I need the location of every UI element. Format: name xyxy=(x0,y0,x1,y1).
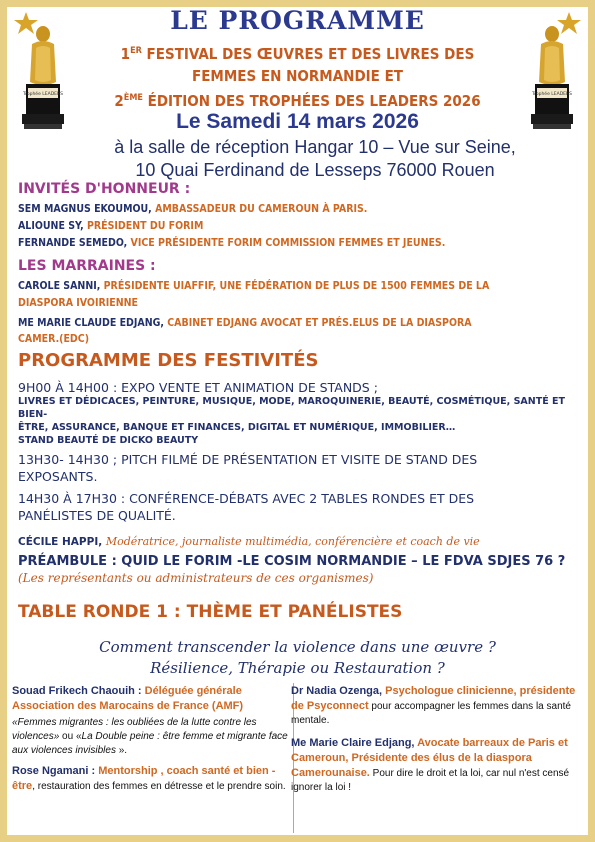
preamble: PRÉAMBULE : QUID LE FORIM -LE COSIM NORMANDIE – LE FDVA SDJES 76 ? (Les représentants ou administrateurs de ces organismes) xyxy=(18,554,566,585)
event-venue xyxy=(100,136,530,182)
program-item-2: 13H30- 14H30 ; PITCH FILMÉ DE PRÉSENTATION ET VISITE DE STAND DES EXPOSANTS. xyxy=(18,452,478,484)
panelist-column-right xyxy=(291,684,583,795)
festival-title-line2: FEMMES EN NORMANDIE ET xyxy=(191,67,404,85)
round-table-question: Comment transcender la violence dans une œuvre ? Résilience, Thérapie ou Restauration ? xyxy=(99,638,496,677)
panelist-souad-topics: «Femmes migrantes : les oubliées de la lutte contre les violences» ou «La Double peine : être femme et migrante face aux violences invisibles ». xyxy=(12,717,288,756)
trophy-right-caption: Trophée LEADERS xyxy=(532,92,572,97)
program-item-1: 9H00 À 14H00 : EXPO VENTE ET ANIMATION DE STANDS ; LIVRES ET DÉDICACES, PEINTURE, MUSIQUE, MODE, MAROQUINERIE, BEAUTÉ, COSMÉTIQUE, SANTÉ ET BIEN- ÊTRE, ASSURANCE, BANQUE ET FINANCES, DIGITAL ET NUMÉRIQUE, IMMOBILIER… STAND BEAUTÉ DE DICKO BEAUTY xyxy=(18,380,565,446)
festival-title-line3: ÉDITION DES TROPHÉES DES LEADERS 2026 xyxy=(142,92,481,110)
round-table-heading: TABLE RONDE 1 : THÈME ET PANÉLISTES xyxy=(18,602,403,622)
moderator: CÉCILE HAPPI, Modératrice, journaliste multimédia, conférencière et coach de vie xyxy=(18,535,480,548)
godmother-item-cont: DIASPORA IVOIRIENNE xyxy=(18,297,138,309)
edition-number-sup: ÈME xyxy=(123,93,143,103)
festival-title-line1: FESTIVAL DES ŒUVRES ET DES LIVRES DES xyxy=(141,45,475,63)
guests-heading: INVITÉS D'HONNEUR : xyxy=(18,181,191,197)
guest-item: FERNANDE SEMEDO, VICE PRÉSIDENTE FORIM COMMISSION FEMMES ET JEUNES. xyxy=(18,237,446,249)
festival-title xyxy=(80,40,515,112)
program-heading: PROGRAMME DES FESTIVITÉS xyxy=(18,350,319,371)
panelist-marie-claire: Me Marie Claire Edjang, Avocate barreaux de Paris et Cameroun, Présidente des élus de la diaspora Camerounaise. Pour dire le droit et la loi, car nul n'est censé ignorer la loi ! xyxy=(291,737,570,793)
godmothers-heading: LES MARRAINES : xyxy=(18,258,156,274)
panelist-souad: Souad Frikech Chaouih : Déléguée générale Association des Marocains de France (AMF) xyxy=(12,685,244,712)
venue-line1: à la salle de réception Hangar 10 – Vue sur Seine, xyxy=(114,137,516,157)
event-date: Le Samedi 14 mars 2026 xyxy=(176,110,419,133)
festival-number: 1 xyxy=(120,45,131,63)
panelist-nadia: Dr Nadia Ozenga, Psychologue clinicienne, présidente de Psyconnect pour accompagner les femmes dans la santé mentale. xyxy=(291,685,576,726)
godmother-item-cont: CAMER.(EDC) xyxy=(18,333,90,345)
venue-line2: 10 Quai Ferdinand de Lesseps 76000 Rouen xyxy=(135,160,495,180)
program-item-3: 14H30 À 17H30 : CONFÉRENCE-DÉBATS AVEC 2 TABLES RONDES ET DES PANÉLISTES DE QUALITÉ. xyxy=(18,491,475,523)
panelist-rose: Rose Ngamani : Mentorship , coach santé et bien - être, restauration des femmes en détresse et le prendre soin. xyxy=(12,765,286,792)
trophy-left-caption: Trophée LEADERS xyxy=(23,92,63,97)
festival-number-sup: ER xyxy=(130,46,142,56)
guest-item: SEM MAGNUS EKOUMOU, AMBASSADEUR DU CAMEROUN À PARIS. xyxy=(18,203,368,215)
godmother-item: CAROLE SANNI, PRÉSIDENTE UIAFFIF, UNE FÉDÉRATION DE PLUS DE 1500 FEMMES DE LA xyxy=(18,280,490,292)
page-title: LE PROGRAMME xyxy=(170,6,425,35)
godmother-item: ME MARIE CLAUDE EDJANG, CABINET EDJANG AVOCAT ET PRÉS.ELUS DE LA DIASPORA xyxy=(18,317,472,329)
edition-number: 2 xyxy=(114,92,124,110)
guest-item: ALIOUNE SY, PRÉSIDENT DU FORIM xyxy=(18,220,204,232)
panelist-column-left xyxy=(12,684,288,794)
